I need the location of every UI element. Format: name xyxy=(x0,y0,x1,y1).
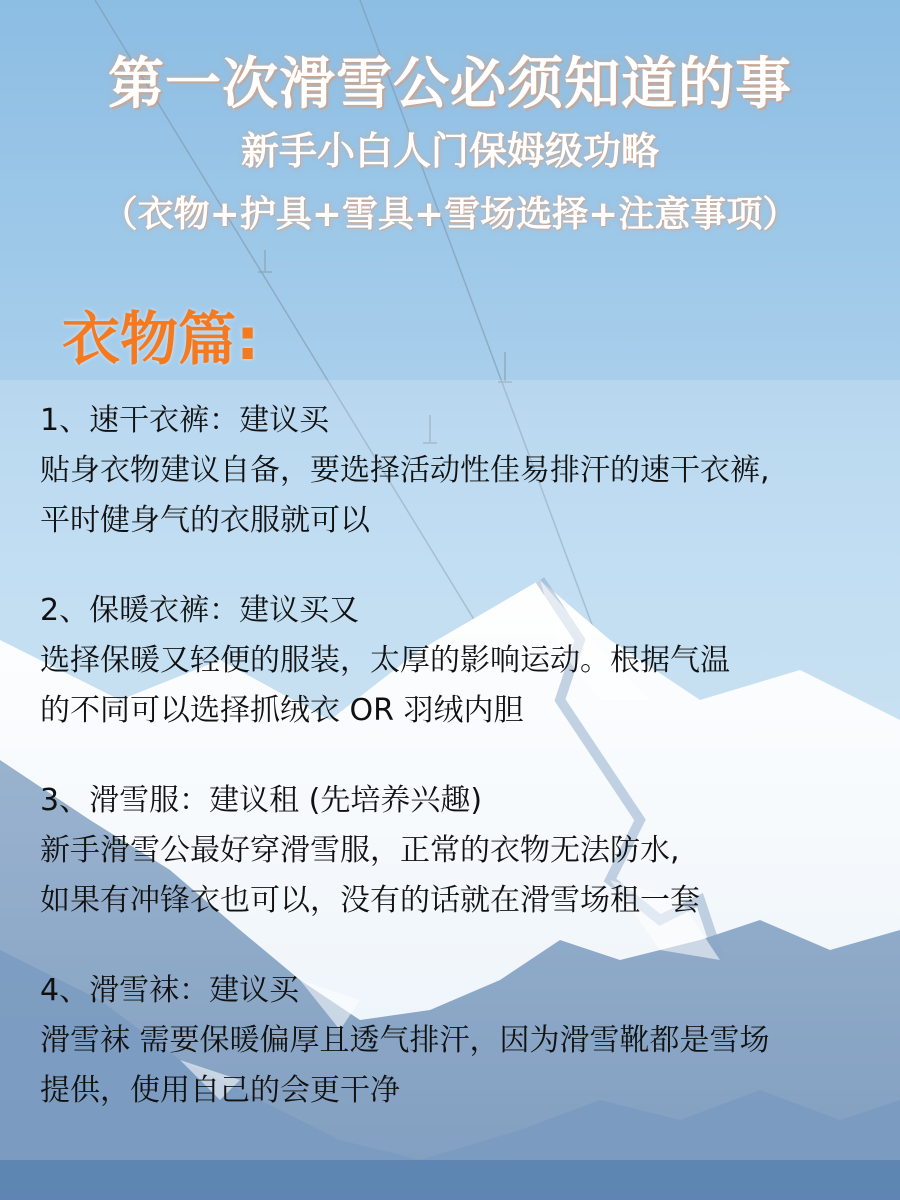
item-text-line: 选择保暖又轻便的服装，太厚的影响运动。根据气温 xyxy=(40,643,730,678)
clothing-item-ski-socks xyxy=(40,966,880,1116)
item-heading: 3、滑雪服：建议租 (先培养兴趣) xyxy=(40,783,483,818)
item-text-line: 的不同可以选择抓绒衣 OR 羽绒内胆 xyxy=(40,693,524,728)
item-text-line: 提供，使用自己的会更干净 xyxy=(40,1073,400,1108)
clothing-item-ski-suit xyxy=(40,776,880,926)
topic-scope-line: （衣物+护具+雪具+雪场选择+注意事项） xyxy=(101,194,799,235)
item-heading: 4、滑雪袜：建议买 xyxy=(40,973,300,1008)
item-text-line: 平时健身气的衣服就可以 xyxy=(40,503,370,538)
item-text-line: 新手滑雪公最好穿滑雪服，正常的衣物无法防水, xyxy=(40,833,680,868)
item-heading: 2、保暖衣裤：建议买又 xyxy=(40,593,360,628)
page-title: 第一次滑雪公必须知道的事 xyxy=(108,52,792,117)
item-heading: 1、速干衣裤：建议买 xyxy=(40,403,330,438)
item-text-line: 如果有冲锋衣也可以，没有的话就在滑雪场租一套 xyxy=(40,883,700,918)
item-text-line: 贴身衣物建议自备，要选择活动性佳易排汗的速干衣裤, xyxy=(40,453,770,488)
page-subtitle: 新手小白人门保姆级功略 xyxy=(240,129,659,173)
item-text-line: 滑雪袜 需要保暖偏厚且透气排汗，因为滑雪靴都是雪场 xyxy=(40,1023,770,1058)
clothing-item-base-layer xyxy=(40,396,880,546)
section-heading-clothing: 衣物篇: xyxy=(62,305,260,373)
clothing-item-warm-layer xyxy=(40,586,880,736)
